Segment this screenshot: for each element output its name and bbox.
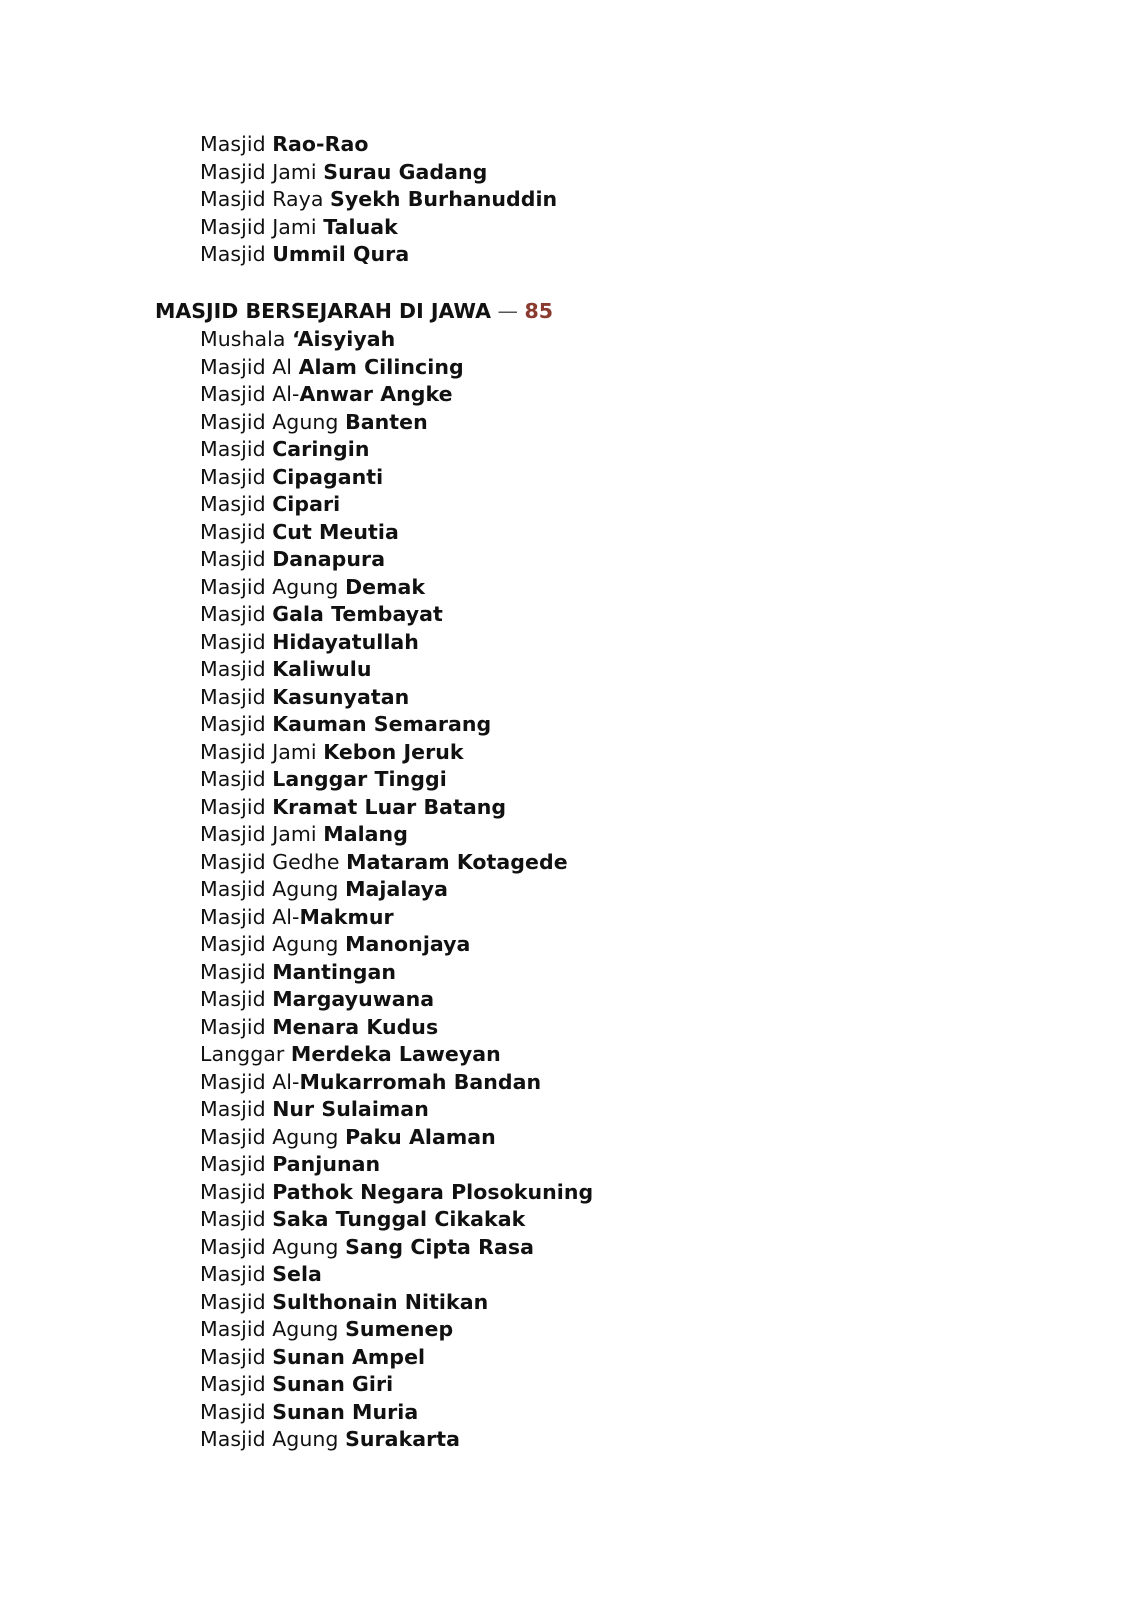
item-prefix: Masjid	[200, 1372, 273, 1396]
item-name: Kramat Luar Batang	[272, 794, 507, 819]
item-prefix: Masjid Agung	[200, 932, 346, 956]
list-item	[200, 491, 593, 519]
list-item	[200, 1014, 593, 1042]
item-name: Demak	[345, 574, 426, 599]
item-name: Sulthonain Nitikan	[272, 1289, 489, 1314]
item-prefix: Masjid Jami	[200, 159, 324, 184]
item-name: Hidayatullah	[272, 629, 419, 654]
item-prefix: Masjid	[200, 242, 273, 266]
item-prefix: Masjid Agung	[200, 877, 346, 901]
list-item	[200, 1151, 593, 1179]
list-item	[200, 354, 593, 382]
item-prefix: Masjid	[200, 959, 273, 984]
list-item	[200, 739, 593, 767]
item-name: Pathok Negara Plosokuning	[272, 1179, 594, 1204]
list-item	[200, 131, 557, 159]
item-prefix: Masjid Agung	[200, 1427, 346, 1451]
item-name: Langgar Tinggi	[272, 767, 447, 791]
item-prefix: Masjid	[200, 1097, 273, 1121]
item-name: Mantingan	[272, 959, 397, 984]
item-prefix: Masjid	[200, 1262, 273, 1286]
item-prefix: Masjid	[200, 629, 273, 654]
list-item	[200, 1261, 593, 1289]
item-prefix: Masjid	[200, 492, 273, 516]
item-name: Banten	[345, 409, 428, 434]
list-item	[200, 794, 593, 822]
item-prefix: Masjid	[200, 437, 273, 461]
item-name: Ummil Qura	[272, 242, 410, 266]
section-dash: —	[490, 299, 525, 323]
item-name: Sunan Ampel	[272, 1344, 426, 1369]
item-name: Mukarromah Bandan	[299, 1069, 542, 1094]
section-title: MASJID BERSEJARAH DI JAWA	[155, 299, 491, 323]
list-item	[200, 601, 593, 629]
item-prefix: Masjid	[200, 657, 273, 681]
item-prefix: Masjid	[200, 767, 273, 791]
item-prefix: Masjid Al-	[200, 1069, 300, 1094]
list-item	[200, 629, 593, 657]
item-name: Sunan Giri	[272, 1372, 394, 1396]
item-name: Kauman Semarang	[272, 712, 492, 736]
list-item	[200, 519, 593, 547]
item-prefix: Masjid	[200, 1152, 273, 1176]
list-item	[200, 214, 557, 242]
list-item	[200, 464, 593, 492]
list-item	[200, 1344, 593, 1372]
list-item	[200, 711, 593, 739]
item-prefix: Masjid	[200, 712, 273, 736]
list-item	[200, 1179, 593, 1207]
item-prefix: Masjid Raya	[200, 187, 331, 211]
list-item	[200, 904, 593, 932]
item-prefix: Masjid	[200, 794, 273, 819]
list-item	[200, 1234, 593, 1262]
item-prefix: Masjid	[200, 684, 273, 709]
list-item	[200, 546, 593, 574]
item-name: ‘Aisyiyah	[292, 327, 396, 351]
item-name: Mataram Kotagede	[346, 849, 568, 874]
item-name: Paku Alaman	[345, 1124, 496, 1149]
list-item	[200, 1096, 593, 1124]
item-prefix: Masjid Jami	[200, 822, 324, 846]
item-name: Cut Meutia	[272, 519, 399, 544]
item-prefix: Masjid Jami	[200, 214, 324, 239]
item-prefix: Langgar	[200, 1042, 291, 1066]
item-name: Kaliwulu	[272, 657, 372, 681]
item-name: Caringin	[272, 437, 370, 461]
list-item	[200, 1124, 593, 1152]
item-name: Taluak	[323, 214, 398, 239]
list-item	[200, 1289, 593, 1317]
section-heading	[155, 297, 553, 325]
list-item	[200, 1041, 593, 1069]
item-name: Sumenep	[345, 1317, 454, 1341]
list-item	[200, 766, 593, 794]
item-prefix: Masjid	[200, 547, 273, 571]
item-prefix: Masjid Agung	[200, 1124, 346, 1149]
item-prefix: Masjid	[200, 1289, 273, 1314]
list-item	[200, 986, 593, 1014]
item-prefix: Masjid Agung	[200, 1234, 346, 1259]
item-prefix: Masjid Al	[200, 354, 299, 379]
item-name: Rao-Rao	[272, 132, 369, 156]
list-item	[200, 656, 593, 684]
mosque-list-continued	[200, 131, 557, 269]
list-item	[200, 931, 593, 959]
list-item	[200, 381, 593, 409]
list-item	[200, 574, 593, 602]
item-prefix: Masjid	[200, 132, 273, 156]
item-prefix: Masjid Agung	[200, 574, 346, 599]
item-prefix: Masjid	[200, 1207, 273, 1231]
item-name: Panjunan	[272, 1152, 381, 1176]
list-item	[200, 876, 593, 904]
item-name: Cipaganti	[272, 464, 384, 489]
item-prefix: Masjid Gedhe	[200, 849, 347, 874]
item-name: Anwar Angke	[299, 382, 453, 406]
list-item	[200, 821, 593, 849]
list-item	[200, 959, 593, 987]
item-name: Danapura	[272, 547, 386, 571]
item-prefix: Masjid Al-	[200, 382, 300, 406]
item-prefix: Masjid	[200, 519, 273, 544]
item-name: Sela	[272, 1262, 322, 1286]
item-name: Majalaya	[345, 877, 448, 901]
list-item	[200, 1316, 593, 1344]
item-name: Manonjaya	[345, 932, 471, 956]
item-name: Surakarta	[345, 1427, 461, 1451]
item-name: Menara Kudus	[272, 1014, 439, 1039]
list-item	[200, 159, 557, 187]
item-prefix: Masjid	[200, 464, 273, 489]
item-prefix: Masjid	[200, 1344, 273, 1369]
section-page-number: 85	[524, 299, 554, 323]
list-item	[200, 1399, 593, 1427]
list-item	[200, 684, 593, 712]
list-item	[200, 241, 557, 269]
item-name: Margayuwana	[272, 987, 435, 1011]
item-name: Sang Cipta Rasa	[345, 1234, 534, 1259]
list-item	[200, 326, 593, 354]
item-name: Cipari	[272, 492, 341, 516]
list-item	[200, 1426, 593, 1454]
item-name: Syekh Burhanuddin	[330, 187, 558, 211]
item-prefix: Masjid Al-	[200, 904, 300, 929]
list-item	[200, 849, 593, 877]
item-name: Kasunyatan	[272, 684, 410, 709]
item-prefix: Masjid	[200, 602, 273, 626]
list-item	[200, 409, 593, 437]
item-prefix: Masjid	[200, 1399, 273, 1424]
item-name: Surau Gadang	[323, 159, 488, 184]
item-name: Kebon Jeruk	[323, 739, 464, 764]
item-name: Makmur	[299, 904, 394, 929]
item-prefix: Masjid	[200, 1179, 273, 1204]
list-item	[200, 436, 593, 464]
item-prefix: Masjid Jami	[200, 739, 324, 764]
item-prefix: Masjid Agung	[200, 1317, 346, 1341]
item-prefix: Mushala	[200, 327, 293, 351]
list-item	[200, 1069, 593, 1097]
list-item	[200, 1206, 593, 1234]
item-name: Merdeka Laweyan	[290, 1042, 501, 1066]
item-prefix: Masjid	[200, 1014, 273, 1039]
mosque-list-jawa	[200, 326, 593, 1454]
item-prefix: Masjid	[200, 987, 273, 1011]
list-item	[200, 186, 557, 214]
item-name: Sunan Muria	[272, 1399, 419, 1424]
item-name: Nur Sulaiman	[272, 1097, 429, 1121]
list-item	[200, 1371, 593, 1399]
item-name: Malang	[323, 822, 408, 846]
item-name: Saka Tunggal Cikakak	[272, 1207, 526, 1231]
item-prefix: Masjid Agung	[200, 409, 346, 434]
item-name: Gala Tembayat	[272, 602, 443, 626]
item-name: Alam Cilincing	[298, 354, 464, 379]
